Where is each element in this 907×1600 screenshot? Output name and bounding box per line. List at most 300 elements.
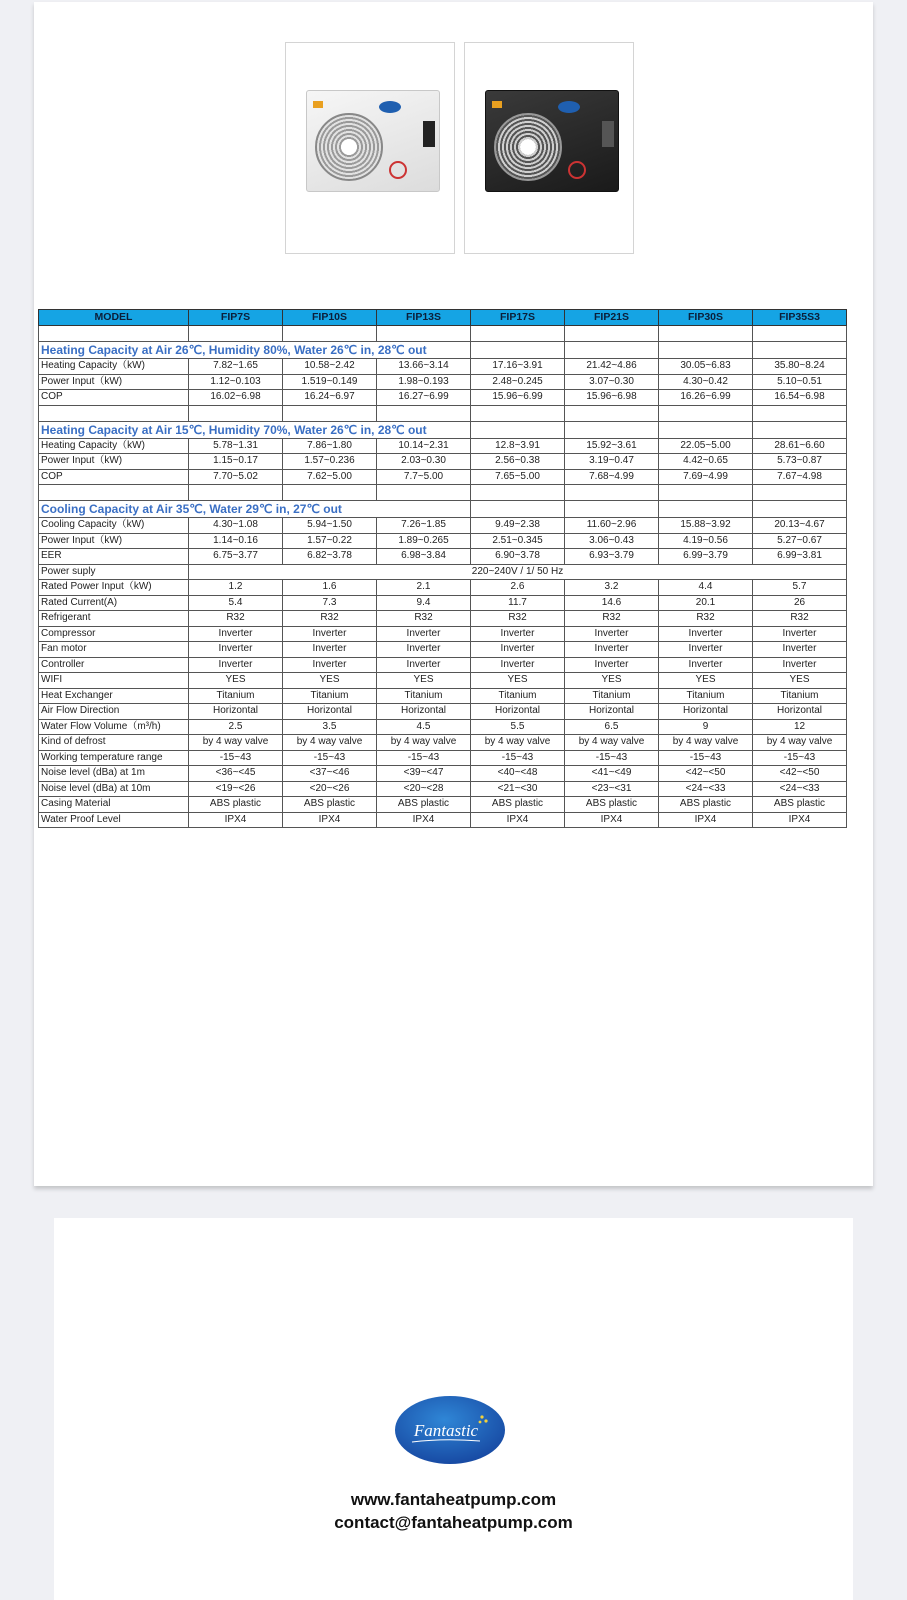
empty-cell (753, 485, 847, 501)
cell-value: Inverter (659, 642, 753, 658)
row-label: Air Flow Direction (39, 704, 189, 720)
cell-value: IPX4 (753, 812, 847, 828)
row-label: Water Flow Volume（m³/h) (39, 719, 189, 735)
specification-table (38, 309, 847, 828)
cell-value: 9.49~2.38 (471, 518, 565, 534)
row-label: Working temperature range (39, 750, 189, 766)
cell-value: Horizontal (753, 704, 847, 720)
cell-value: Horizontal (189, 704, 283, 720)
cell-value: YES (565, 673, 659, 689)
row-label: Rated Power Input（kW) (39, 580, 189, 596)
cell-value: R32 (471, 611, 565, 627)
brand-badge-icon (379, 101, 401, 113)
cell-value: 16.02~6.98 (189, 390, 283, 406)
cell-value: 9.4 (377, 595, 471, 611)
table-row (39, 469, 847, 485)
row-label: Heating Capacity（kW) (39, 438, 189, 454)
cell-value: <37~<46 (283, 766, 377, 782)
table-row (39, 549, 847, 565)
cell-value: by 4 way valve (565, 735, 659, 751)
cell-value: 5.27~0.67 (753, 533, 847, 549)
cell-value: 6.75~3.77 (189, 549, 283, 565)
cell-value: 5.7 (753, 580, 847, 596)
cell-value: 2.51~0.345 (471, 533, 565, 549)
document-page-1 (34, 2, 873, 1186)
cell-value: 1.89~0.265 (377, 533, 471, 549)
email-link[interactable]: contact@fantaheatpump.com (334, 1513, 573, 1532)
cell-value: 2.56~0.38 (471, 454, 565, 470)
row-label: COP (39, 390, 189, 406)
cell-value: 3.5 (283, 719, 377, 735)
table-row (39, 812, 847, 828)
row-label: Compressor (39, 626, 189, 642)
cell-value: Inverter (565, 642, 659, 658)
cell-value: Inverter (283, 657, 377, 673)
cell-value: Inverter (189, 642, 283, 658)
row-label: Casing Material (39, 797, 189, 813)
cell-value: IPX4 (565, 812, 659, 828)
table-row (39, 688, 847, 704)
row-label: Power Input（kW) (39, 374, 189, 390)
cell-value: R32 (659, 611, 753, 627)
cell-value: 7.82~1.65 (189, 359, 283, 375)
section-title: Heating Capacity at Air 26℃, Humidity 80%, Water 26℃ in, 28℃ out (39, 342, 471, 359)
cell-value: Inverter (753, 626, 847, 642)
row-label: Power suply (39, 564, 189, 580)
cell-value: 15.92~3.61 (565, 438, 659, 454)
star-icon (479, 1421, 482, 1424)
row-label: COP (39, 469, 189, 485)
empty-cell (659, 342, 753, 359)
row-label: Power Input（kW) (39, 533, 189, 549)
empty-cell (565, 405, 659, 421)
cell-value: Inverter (471, 642, 565, 658)
row-label: Kind of defrost (39, 735, 189, 751)
cell-value: 7.69~4.99 (659, 469, 753, 485)
warning-sticker-icon (492, 101, 502, 108)
cell-value: 2.48~0.245 (471, 374, 565, 390)
cell-value: by 4 way valve (753, 735, 847, 751)
cell-value: 21.42~4.86 (565, 359, 659, 375)
cell-value: 4.42~0.65 (659, 454, 753, 470)
cell-value: 10.58~2.42 (283, 359, 377, 375)
cell-value: Inverter (377, 642, 471, 658)
cell-value: <24~<33 (659, 781, 753, 797)
cell-value: Horizontal (565, 704, 659, 720)
cell-value: 7.26~1.85 (377, 518, 471, 534)
cell-value: <20~<28 (377, 781, 471, 797)
table-row (39, 626, 847, 642)
cell-value: IPX4 (471, 812, 565, 828)
cell-value: 7.86~1.80 (283, 438, 377, 454)
cell-value: R32 (565, 611, 659, 627)
star-icon (484, 1419, 487, 1422)
blank-row (39, 405, 847, 421)
cell-value: 9 (659, 719, 753, 735)
cell-value: 1.14~0.16 (189, 533, 283, 549)
cell-value: -15~43 (471, 750, 565, 766)
row-label: Power Input（kW) (39, 454, 189, 470)
empty-cell (565, 421, 659, 438)
empty-cell (471, 421, 565, 438)
cell-value: <40~<48 (471, 766, 565, 782)
cell-value: 10.14~2.31 (377, 438, 471, 454)
cell-value: 5.94~1.50 (283, 518, 377, 534)
cell-value: ABS plastic (283, 797, 377, 813)
empty-cell (753, 421, 847, 438)
empty-cell (189, 326, 283, 342)
cell-value: by 4 way valve (283, 735, 377, 751)
document-page-2 (54, 1218, 853, 1600)
cell-value: R32 (753, 611, 847, 627)
cell-value: 4.5 (377, 719, 471, 735)
empty-cell (39, 405, 189, 421)
cell-value: 15.96~6.99 (471, 390, 565, 406)
cell-value: 7.62~5.00 (283, 469, 377, 485)
header-model: MODEL (39, 310, 189, 326)
cell-value: YES (753, 673, 847, 689)
certification-mark-icon (389, 161, 407, 179)
table-row (39, 781, 847, 797)
empty-cell (377, 326, 471, 342)
cell-value: R32 (189, 611, 283, 627)
cell-value: 11.60~2.96 (565, 518, 659, 534)
empty-cell (659, 485, 753, 501)
section-title-row (39, 342, 847, 359)
empty-cell (471, 405, 565, 421)
control-box-icon (602, 121, 614, 147)
empty-cell (283, 326, 377, 342)
table-row (39, 580, 847, 596)
empty-cell (283, 405, 377, 421)
cell-value: 5.73~0.87 (753, 454, 847, 470)
header-model-name: FIP35S3 (753, 310, 847, 326)
cell-value: 13.66~3.14 (377, 359, 471, 375)
empty-cell (565, 326, 659, 342)
cell-value: 3.19~0.47 (565, 454, 659, 470)
table-row (39, 704, 847, 720)
table-row (39, 595, 847, 611)
cell-value: Titanium (565, 688, 659, 704)
cell-value: 15.88~3.92 (659, 518, 753, 534)
cell-value: 3.06~0.43 (565, 533, 659, 549)
cell-value: 22.05~5.00 (659, 438, 753, 454)
cell-value: by 4 way valve (659, 735, 753, 751)
website-link[interactable]: www.fantaheatpump.com (350, 1490, 557, 1509)
cell-value: 12 (753, 719, 847, 735)
cell-value: 4.30~0.42 (659, 374, 753, 390)
cell-value: 3.2 (565, 580, 659, 596)
table-row-power-supply (39, 564, 847, 580)
logo-text: Fantastic (413, 1421, 479, 1440)
empty-cell (565, 501, 659, 518)
table-row (39, 750, 847, 766)
cell-value: 2.6 (471, 580, 565, 596)
cell-value: Titanium (283, 688, 377, 704)
cell-value: Inverter (753, 657, 847, 673)
cell-value: 7.7~5.00 (377, 469, 471, 485)
cell-value: 15.96~6.98 (565, 390, 659, 406)
table-row (39, 438, 847, 454)
empty-cell (39, 485, 189, 501)
empty-cell (283, 485, 377, 501)
cell-value: Titanium (377, 688, 471, 704)
certification-mark-icon (568, 161, 586, 179)
cell-value: <42~<50 (659, 766, 753, 782)
cell-value: YES (659, 673, 753, 689)
cell-value: Titanium (659, 688, 753, 704)
cell-value: YES (471, 673, 565, 689)
cell-value: 7.65~5.00 (471, 469, 565, 485)
cell-value: 6.99~3.81 (753, 549, 847, 565)
table-row (39, 454, 847, 470)
cell-value: YES (283, 673, 377, 689)
cell-value: ABS plastic (377, 797, 471, 813)
cell-value: 1.98~0.193 (377, 374, 471, 390)
table-row (39, 611, 847, 627)
table-row (39, 359, 847, 375)
empty-cell (471, 326, 565, 342)
cell-value: 5.5 (471, 719, 565, 735)
cell-value: 7.3 (283, 595, 377, 611)
section-title-row (39, 501, 847, 518)
cell-value: Inverter (189, 626, 283, 642)
section-title: Cooling Capacity at Air 35℃, Water 29℃ in, 27℃ out (39, 501, 471, 518)
empty-cell (39, 326, 189, 342)
empty-cell (471, 485, 565, 501)
empty-cell (565, 485, 659, 501)
product-photo-black (464, 42, 634, 254)
control-box-icon (423, 121, 435, 147)
cell-value: 6.5 (565, 719, 659, 735)
table-row (39, 735, 847, 751)
cell-value: Inverter (283, 642, 377, 658)
cell-value: 1.519~0.149 (283, 374, 377, 390)
section-title-row (39, 421, 847, 438)
cell-value: Titanium (471, 688, 565, 704)
row-label: EER (39, 549, 189, 565)
cell-value: 4.30~1.08 (189, 518, 283, 534)
cell-value: -15~43 (753, 750, 847, 766)
cell-value: IPX4 (377, 812, 471, 828)
table-row (39, 642, 847, 658)
blank-row (39, 326, 847, 342)
cell-value: 1.6 (283, 580, 377, 596)
row-label: WIFI (39, 673, 189, 689)
cell-value: Horizontal (377, 704, 471, 720)
row-label: Refrigerant (39, 611, 189, 627)
cell-value: 6.90~3.78 (471, 549, 565, 565)
cell-value: ABS plastic (659, 797, 753, 813)
empty-cell (659, 421, 753, 438)
cell-value: 1.2 (189, 580, 283, 596)
empty-cell (377, 485, 471, 501)
row-label: Controller (39, 657, 189, 673)
empty-cell (753, 405, 847, 421)
heat-pump-unit-white (306, 90, 440, 192)
header-model-name: FIP13S (377, 310, 471, 326)
empty-cell (659, 405, 753, 421)
cell-value: R32 (377, 611, 471, 627)
cell-value: -15~43 (377, 750, 471, 766)
cell-value: <36~<45 (189, 766, 283, 782)
cell-value: 5.10~0.51 (753, 374, 847, 390)
cell-value: 20.13~4.67 (753, 518, 847, 534)
cell-value: YES (189, 673, 283, 689)
header-model-name: FIP17S (471, 310, 565, 326)
cell-value: IPX4 (283, 812, 377, 828)
fan-grille-icon (315, 113, 383, 181)
row-label: Noise level (dBa) at 10m (39, 781, 189, 797)
product-photo-white (285, 42, 455, 254)
warning-sticker-icon (313, 101, 323, 108)
table-row (39, 766, 847, 782)
cell-value: <20~<26 (283, 781, 377, 797)
cell-value: 30.05~6.83 (659, 359, 753, 375)
header-model-name: FIP7S (189, 310, 283, 326)
row-label: Rated Current(A) (39, 595, 189, 611)
fan-grille-icon (494, 113, 562, 181)
cell-value: 5.4 (189, 595, 283, 611)
cell-value: 2.03~0.30 (377, 454, 471, 470)
row-label: Heat Exchanger (39, 688, 189, 704)
cell-value: -15~43 (283, 750, 377, 766)
cell-value: 16.27~6.99 (377, 390, 471, 406)
star-icon (480, 1415, 483, 1418)
cell-value: 17.16~3.91 (471, 359, 565, 375)
empty-cell (659, 501, 753, 518)
header-model-name: FIP30S (659, 310, 753, 326)
cell-value: Horizontal (283, 704, 377, 720)
table-row (39, 673, 847, 689)
cell-value: Inverter (471, 626, 565, 642)
cell-value: 6.99~3.79 (659, 549, 753, 565)
table-row (39, 657, 847, 673)
cell-value: Horizontal (471, 704, 565, 720)
fantastic-logo (394, 1395, 506, 1465)
cell-value: Inverter (565, 657, 659, 673)
cell-value: by 4 way valve (189, 735, 283, 751)
header-model-name: FIP21S (565, 310, 659, 326)
cell-value: 7.67~4.98 (753, 469, 847, 485)
cell-value: <24~<33 (753, 781, 847, 797)
row-label: Noise level (dBa) at 1m (39, 766, 189, 782)
table-row (39, 390, 847, 406)
cell-value: YES (377, 673, 471, 689)
cell-value: Inverter (189, 657, 283, 673)
empty-cell (753, 326, 847, 342)
empty-cell (377, 405, 471, 421)
cell-value: IPX4 (189, 812, 283, 828)
cell-value: Inverter (753, 642, 847, 658)
row-label: Fan motor (39, 642, 189, 658)
cell-value: 1.57~0.22 (283, 533, 377, 549)
row-label: Cooling Capacity（kW) (39, 518, 189, 534)
row-label: Heating Capacity（kW) (39, 359, 189, 375)
cell-value: 16.24~6.97 (283, 390, 377, 406)
cell-value: 16.54~6.98 (753, 390, 847, 406)
cell-value: 6.82~3.78 (283, 549, 377, 565)
cell-value: Horizontal (659, 704, 753, 720)
cell-value: 3.07~0.30 (565, 374, 659, 390)
cell-value: ABS plastic (189, 797, 283, 813)
table-row (39, 533, 847, 549)
cell-value: 6.93~3.79 (565, 549, 659, 565)
cell-value: <41~<49 (565, 766, 659, 782)
empty-cell (189, 405, 283, 421)
cell-value: Inverter (377, 626, 471, 642)
cell-value: ABS plastic (471, 797, 565, 813)
cell-value: ABS plastic (753, 797, 847, 813)
cell-value: 7.70~5.02 (189, 469, 283, 485)
table-row (39, 518, 847, 534)
cell-value: 6.98~3.84 (377, 549, 471, 565)
blank-row (39, 485, 847, 501)
cell-value: 2.1 (377, 580, 471, 596)
cell-value: -15~43 (659, 750, 753, 766)
cell-value: 5.78~1.31 (189, 438, 283, 454)
cell-value: by 4 way valve (377, 735, 471, 751)
cell-value: 7.68~4.99 (565, 469, 659, 485)
cell-value: Inverter (659, 657, 753, 673)
cell-value: Inverter (471, 657, 565, 673)
cell-value: 1.15~0.17 (189, 454, 283, 470)
cell-value: Titanium (753, 688, 847, 704)
cell-value: <19~<26 (189, 781, 283, 797)
cell-value: 1.57~0.236 (283, 454, 377, 470)
cell-value: 11.7 (471, 595, 565, 611)
cell-value: Inverter (659, 626, 753, 642)
table-header-row (39, 310, 847, 326)
cell-value: 14.6 (565, 595, 659, 611)
cell-value: 12.8~3.91 (471, 438, 565, 454)
cell-value: 2.5 (189, 719, 283, 735)
cell-value: Inverter (377, 657, 471, 673)
header-model-name: FIP10S (283, 310, 377, 326)
cell-value: 1.12~0.103 (189, 374, 283, 390)
row-label: Water Proof Level (39, 812, 189, 828)
cell-value: -15~43 (189, 750, 283, 766)
empty-cell (471, 501, 565, 518)
power-supply-value: 220~240V / 1/ 50 Hz (189, 564, 847, 580)
cell-value: -15~43 (565, 750, 659, 766)
empty-cell (659, 326, 753, 342)
cell-value: Titanium (189, 688, 283, 704)
cell-value: IPX4 (659, 812, 753, 828)
cell-value: <23~<31 (565, 781, 659, 797)
table-row (39, 719, 847, 735)
cell-value: Inverter (283, 626, 377, 642)
brand-badge-icon (558, 101, 580, 113)
cell-value: 16.26~6.99 (659, 390, 753, 406)
empty-cell (753, 342, 847, 359)
cell-value: 28.61~6.60 (753, 438, 847, 454)
cell-value: <39~<47 (377, 766, 471, 782)
cell-value: ABS plastic (565, 797, 659, 813)
cell-value: Inverter (565, 626, 659, 642)
empty-cell (753, 501, 847, 518)
cell-value: R32 (283, 611, 377, 627)
empty-cell (471, 342, 565, 359)
cell-value: <21~<30 (471, 781, 565, 797)
table-row (39, 797, 847, 813)
cell-value: 4.4 (659, 580, 753, 596)
heat-pump-unit-black (485, 90, 619, 192)
empty-cell (189, 485, 283, 501)
cell-value: 35.80~8.24 (753, 359, 847, 375)
cell-value: 4.19~0.56 (659, 533, 753, 549)
cell-value: <42~<50 (753, 766, 847, 782)
